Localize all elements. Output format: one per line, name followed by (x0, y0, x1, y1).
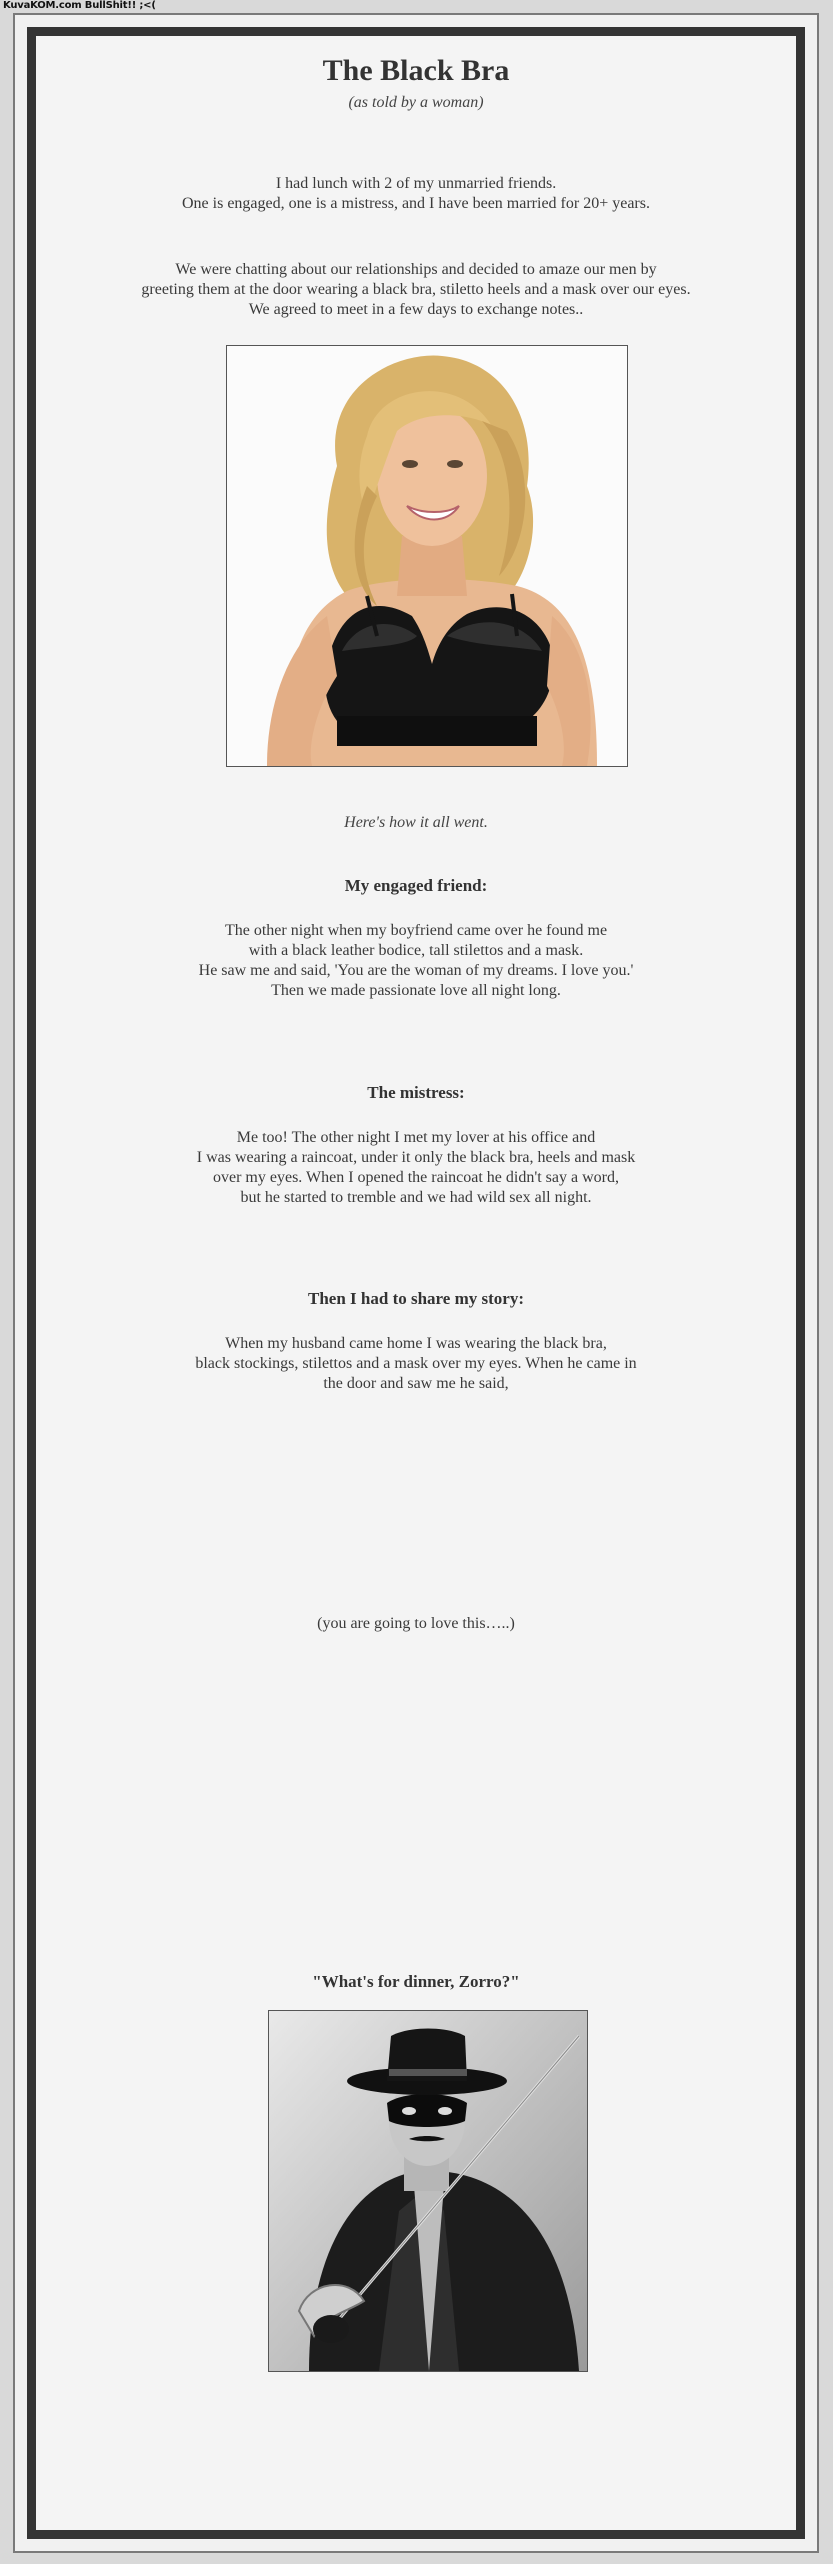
mistress-story (36, 1128, 796, 1208)
story-line: with a black leather bodice, tall stilettos and a mask. (248, 942, 584, 959)
plan-line: We were chatting about our relationships and decided to amaze our men by (175, 261, 657, 278)
story-line: He saw me and said, 'You are the woman of my dreams. I love you.' (198, 962, 634, 979)
my-story (36, 1334, 796, 1394)
article-subtitle: (as told by a woman) (348, 94, 484, 111)
story-line: but he started to tremble and we had wild sex all night. (240, 1189, 592, 1206)
story-line: the door and saw me he said, (323, 1375, 509, 1392)
site-watermark: KuvaKOM.com BullShit!! ;<( (3, 0, 156, 11)
plan-line: We agreed to meet in a few days to exchange notes.. (248, 301, 584, 318)
transition-text: Here's how it all went. (344, 814, 488, 831)
story-line: Then we made passionate love all night long. (271, 982, 561, 999)
story-line: Me too! The other night I met my lover at his office and (236, 1129, 596, 1146)
article-frame (27, 27, 805, 2539)
zorro-photo-icon (269, 2011, 587, 2371)
story-line: black stockings, stilettos and a mask over my eyes. When he came in (195, 1355, 637, 1372)
story-line: The other night when my boyfriend came over he found me (224, 922, 608, 939)
zorro-photo (268, 2010, 588, 2372)
punchline-text: "What's for dinner, Zorro?" (312, 1972, 520, 1991)
intro-line: One is engaged, one is a mistress, and I have been married for 20+ years. (182, 195, 650, 212)
my-story-heading: Then I had to share my story: (308, 1289, 524, 1308)
teaser-text (36, 1614, 796, 1634)
story-line: over my eyes. When I opened the raincoat he didn't say a word, (212, 1169, 619, 1186)
story-line: When my husband came home I was wearing the black bra, (225, 1335, 607, 1352)
woman-in-black-bra-photo (226, 345, 628, 767)
mistress-heading: The mistress: (367, 1083, 465, 1102)
engaged-friend-story (36, 921, 796, 1001)
teaser-line: (you are going to love this…..) (317, 1615, 515, 1632)
engaged-friend-heading: My engaged friend: (344, 876, 488, 895)
intro-paragraph (36, 174, 796, 214)
article-title: The Black Bra (322, 54, 510, 87)
intro-line: I had lunch with 2 of my unmarried friends. (275, 175, 557, 192)
story-line: I was wearing a raincoat, under it only the black bra, heels and mask (196, 1149, 636, 1166)
woman-photo-icon (227, 346, 627, 766)
page-frame (13, 13, 819, 2553)
plan-line: greeting them at the door wearing a black bra, stiletto heels and a mask over our eyes. (141, 281, 691, 298)
plan-paragraph (36, 260, 796, 320)
